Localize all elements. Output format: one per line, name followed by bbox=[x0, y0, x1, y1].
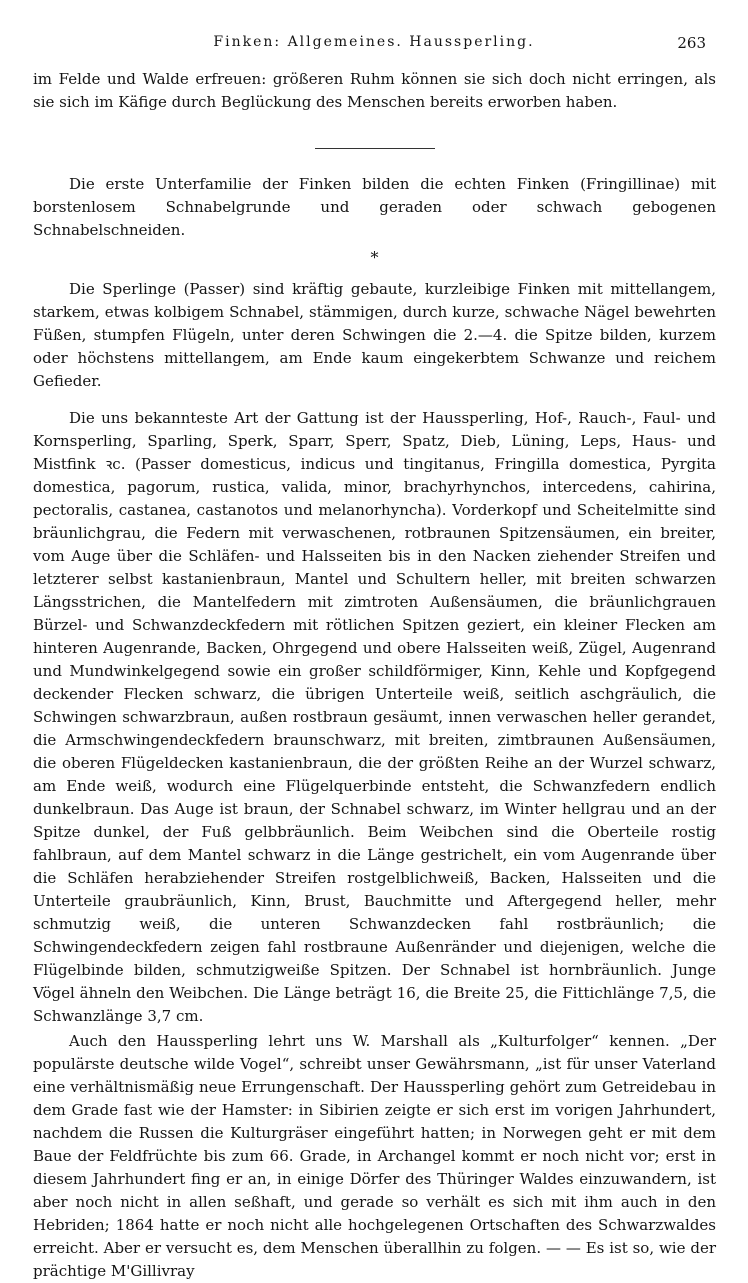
running-head bbox=[0, 34, 748, 56]
paragraph-sparrows: Die Sperlinge (Passer) sind kräftig gebaute, kurzleibige Finken mit mittellangem, starkem, etwas kolbigem Schnabel, stämmigen, durch kurze, schwache Nägel bewehrten Füßen, stumpfen Flügeln, unter deren Schwingen die 2.—4. die Spitze bilden, kurzem oder höchstens mittellangem, am Ende kaum eingekerbtem Schwanze und reichem Gefieder. bbox=[33, 280, 716, 390]
section-rule bbox=[315, 148, 435, 149]
paragraph-kulturfolger: Auch den Haussperling lehrt uns W. Marshall als „Kulturfolger“ kennen. „Der populärste deutsche wilde Vogel“, schreibt unser Gewährsmann, „ist für unser Vaterland eine verhältnismäßig neue Errungenschaft. Der Haussperling gehört zum Getreidebau in dem Grade fast wie der Hamster: in Sibirien zeigte er sich erst im vorigen Jahrhundert, nachdem die Russen die Kulturgräser eingeführt hatten; in Norwegen geht er mit dem Baue der Feldfrüchte bis zum 66. Grade, in Archangel kommt er noch nicht vor; erst in diesem Jahrhundert fing er an, in einige Dörfer des Thüringer Waldes einzuwandern, ist aber noch nicht in allen seßhaft, und gerade so verhält es sich mit ihm auch in den Hebriden; 1864 hatte er noch nicht alle hochgelegenen Ortschaften des Schwarzwaldes erreicht. Aber er versucht es, dem Menschen überallhin zu folgen. — — Es ist so, wie der prächtige M'Gillivray bbox=[33, 1032, 716, 1280]
body-text bbox=[33, 68, 716, 1283]
running-title: Finken: Allgemeines. Haussperling. bbox=[213, 34, 535, 50]
paragraph-house-sparrow: Die uns bekannteste Art der Gattung ist der Haussperling, Hof-, Rauch-, Faul- und Kornsperling, Sparling, Sperk, Sparr, Sperr, Spatz, Dieb, Lüning, Leps, Haus- und Mistfink ꝛc. (Passer domesticus, indicus und tingitanus, Fringilla domestica, Pyrgita domestica, pagorum, rustica, valida, minor, brachyrhynchos, intercedens, cahirina, pectoralis, castanea, castanotos und melanorhyncha). Vorderkopf und Scheitelmitte sind bräunlichgrau, die Federn mit verwaschenen, rotbraunen Spitzensäumen, ein breiter, vom Auge über die Schläfen- und Halsseiten bis in den Nacken ziehender Streifen und letzterer selbst kastanienbraun, Mantel und Schultern heller, mit breiten schwarzen Längsstrichen, die Mantelfedern mit zimtroten Außensäumen, die bräunlichgrauen Bürzel- und Schwanzdeckfedern mit rötlichen Spitzen geziert, ein kleiner Flecken am hinteren Augenrande, Backen, Ohrgegend und obere Halsseiten weiß, Zügel, Augenrand und Mundwinkelgegend sowie ein großer schildförmiger, Kinn, Kehle und Kopfgegend deckender Flecken schwarz, die übrigen Unterteile weiß, seitlich aschgräulich, die Schwingen schwarzbraun, außen rostbraun gesäumt, innen verwaschen heller gerandet, die Armschwingendeckfedern braunschwarz, mit breiten, zimtbraunen Außensäumen, die oberen Flügeldecken kastanienbraun, die der größten Reihe an der Wurzel schwarz, am Ende weiß, wodurch eine Flügelquerbinde entsteht, die Schwanzfedern endlich dunkelbraun. Das Auge ist braun, der Schnabel schwarz, im Winter hellgrau und an der Spitze dunkel, der Fuß gelbbräunlich. Beim Weibchen sind die Oberteile rostig fahlbraun, auf dem Mantel schwarz in die Länge gestrichelt, ein vom Augenrande über die Schläfen herabziehender Streifen rostgelblichweiß, Backen, Halsseiten und die Unterteile graubräunlich, Kinn, Brust, Bauchmitte und Aftergegend heller, mehr schmutzig weiß, die unteren Schwanzdecken fahl rostbräunlich; die Schwingendeckfedern zeigen fahl rostbraune Außenränder und diejenigen, welche die Flügelbinde bilden, schmutzigweiße Spitzen. Der Schnabel ist hornbräunlich. Junge Vögel ähneln den Weibchen. Die Länge beträgt 16, die Breite 25, die Fittichlänge 7,5, die Schwanzlänge 3,7 cm. bbox=[33, 409, 716, 1025]
section-asterisk: * bbox=[370, 248, 379, 267]
paragraph-intro: im Felde und Walde erfreuen: größeren Ruhm können sie sich doch nicht erringen, als sie sich im Käfige durch Beglückung des Menschen bereits erworben haben. bbox=[33, 70, 716, 111]
paragraph-subfamily: Die erste Unterfamilie der Finken bilden die echten Finken (Fringillinae) mit borstenlosem Schnabelgrunde und geraden oder schwach gebogenen Schnabelschneiden. bbox=[33, 175, 716, 239]
page-number: 263 bbox=[677, 34, 706, 52]
